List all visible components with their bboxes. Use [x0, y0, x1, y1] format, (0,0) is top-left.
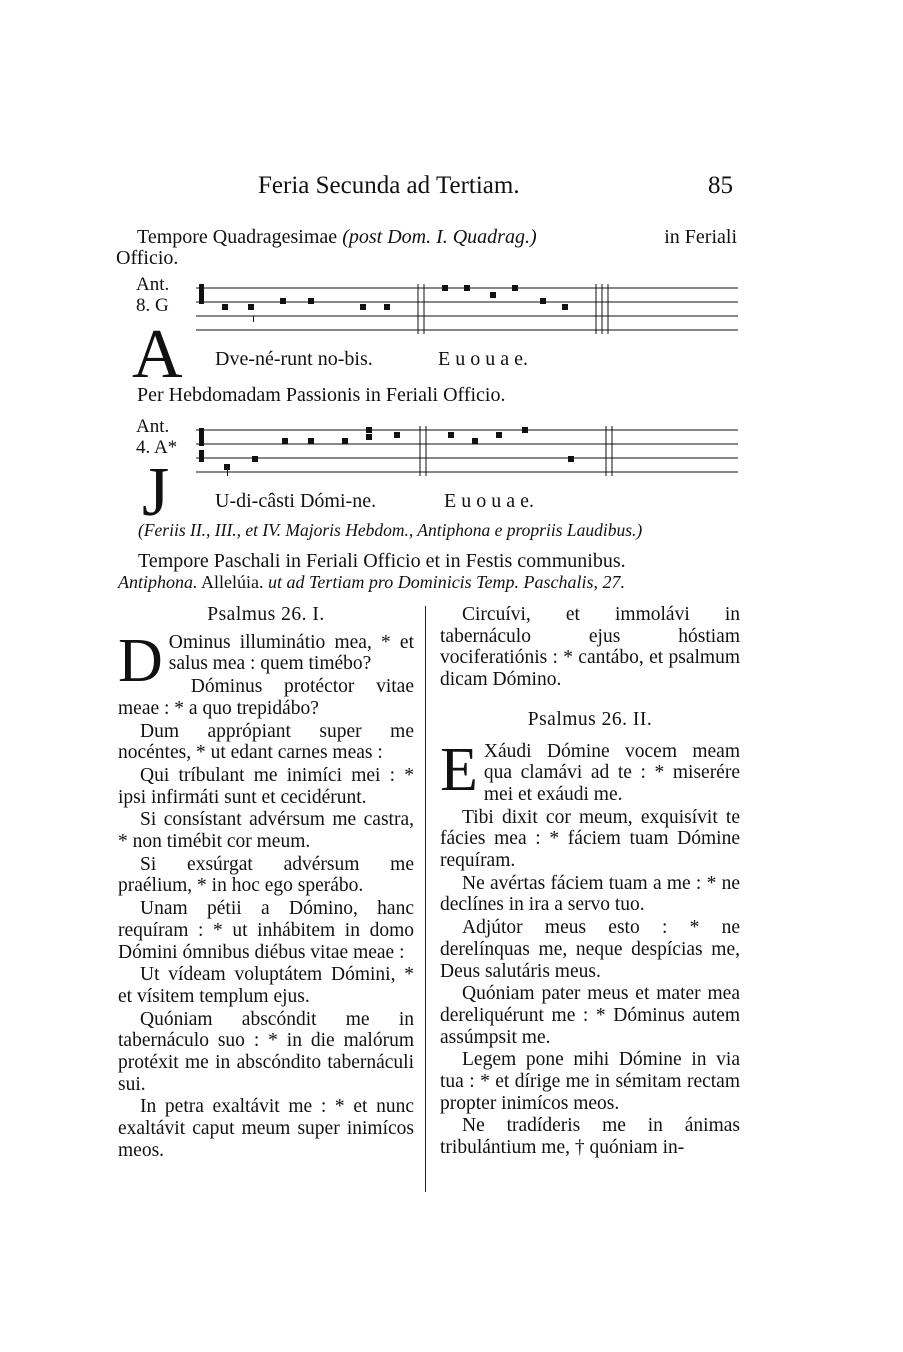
chant2-mode: 4. A* [136, 437, 178, 458]
psalm1-verse: Unam pétii a Dómino, hanc requíram : * ut inhábitem in domo Dómini ómnibus diébus vitae meae : [118, 898, 414, 963]
psalm1-verse: Ut vídeam voluptátem Dómini, * et vísitem templum ejus. [118, 964, 414, 1007]
psalm2-verse-1 [440, 735, 740, 806]
chant1-rubric-feriali: in Feriali [664, 226, 737, 248]
psalm1-continued-verse: Circuívi, et immolávi in tabernáculo ejus hóstiam vociferatiónis : * cantábo, et psalmum dicam Dómino. [440, 604, 740, 691]
psalm2-verse: Ne avértas fáciem tuam a me : * ne declínes in ira a servo tuo. [440, 872, 740, 916]
psalm2-verse-1-text: Xáudi Dómine vocem meam qua clamávi ad te : * miserére mei et exáudi me. [483, 740, 740, 805]
paschal-rubric: Tempore Paschali in Feriali Officio et in Festis communibus. [138, 550, 626, 572]
chant2-euouae: E u o u a e. [444, 490, 534, 512]
psalm2-verse: Tibi dixit cor meum, exquisívit te fácies mea : * fáciem tuam Dómine requíram. [440, 806, 740, 872]
psalm2-title: Psalmus 26. II. [527, 708, 653, 730]
psalm1-verse: Si exsúrgat advérsum me praélium, * in hoc ego sperábo. [118, 853, 414, 897]
psalm2-verse: Ne tradíderis me in ánimas tribulántium me, † quóniam in- [440, 1115, 740, 1159]
psalm1-verse: Quóniam abscóndit me in tabernáculo suo : * in die malórum protéxit me in abscóndito tabernáculi sui. [118, 1008, 414, 1095]
psalm1-verse-1 [118, 626, 414, 695]
psalm2-verse: Legem pone mihi Dómine in via tua : * et dírige me in sémitam rectam propter inimícos meos. [440, 1049, 740, 1114]
chant1-rubric-officio: Officio. [116, 247, 179, 269]
chant1-ant-word: Ant. [136, 274, 170, 295]
psalm1-verse-1-text: Ominus illuminátio mea, * et salus mea : quem timébo? [168, 631, 414, 675]
chant1-mode: 8. G [136, 295, 169, 316]
psalm1-verse: Si consístant advérsum me castra, * non timébit cor meum. [118, 809, 414, 853]
chant2-initial: J [142, 454, 170, 531]
psalm1-initial: D [118, 626, 163, 695]
psalm1-title: Psalmus 26. I. [207, 604, 325, 625]
chant2-ant-word: Ant. [136, 416, 170, 437]
right-column [440, 604, 740, 1160]
psalm1-verse: Dóminus protéctor vitae meae : * a quo trepidábo? [118, 676, 414, 719]
chant1-euouae: E u o u a e. [438, 348, 528, 370]
psalm1-verse: Dum apprópiant super me nocéntes, * ut edant carnes meas : [118, 720, 414, 764]
page-number: 85 [708, 172, 733, 199]
psalm2-initial: E [440, 735, 478, 804]
feriis-note: (Feriis II., III., et IV. Majoris Hebdom., Antiphona e propriis Laudibus.) [138, 520, 643, 540]
psalm1-column [118, 604, 414, 1163]
chant2-ant-label [136, 416, 177, 458]
psalm2-verse: Quóniam pater meus et mater mea dereliquérunt me : * Dóminus autem assúmpsit me. [440, 983, 740, 1048]
chant1-staff [196, 282, 738, 342]
column-divider [425, 606, 426, 1192]
chant1-text: Dve-né-runt no-bis. [215, 348, 373, 370]
page-header-title: Feria Secunda ad Tertiam. [258, 172, 520, 199]
chant2-text: U-di-câsti Dómi-ne. [215, 490, 377, 512]
chant1-initial: A [132, 316, 183, 393]
psalm2-verse: Adjútor meus esto : * ne derelínquas me, neque despícias me, Deus salutáris meus. [440, 917, 740, 982]
paschal-antiphona: Antiphona. [118, 572, 198, 592]
paschal-reference: ut ad Tertiam pro Dominicis Temp. Paschalis, 27. [268, 572, 626, 592]
chant1-rubric-note: (post Dom. I. Quadrag.) [342, 226, 537, 248]
paschal-alleluia: Allelúia. [201, 572, 264, 592]
chant1-rubric-season: Tempore Quadragesimae [137, 226, 338, 248]
chant1-rubric [137, 226, 737, 249]
paschal-line [118, 572, 625, 593]
chant2-staff [196, 424, 738, 484]
chant1-ant-label [136, 274, 169, 316]
chant2-rubric: Per Hebdomadam Passionis in Feriali Officio. [137, 384, 506, 406]
psalm1-verse: Qui tríbulant me inimíci mei : * ipsi infirmáti sunt et cecidérunt. [118, 764, 414, 808]
psalm1-verse: In petra exaltávit me : * et nunc exaltávit caput meum super inimícos meos. [118, 1096, 414, 1161]
